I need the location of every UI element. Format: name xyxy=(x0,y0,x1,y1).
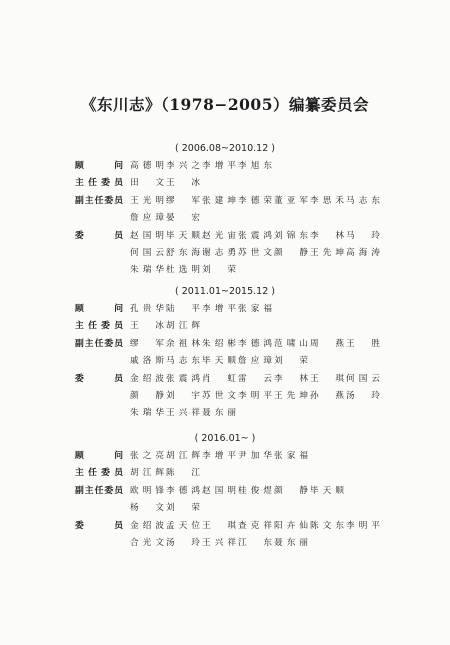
member-name: 汤玲 xyxy=(166,537,200,548)
member-name: 欧明锋 xyxy=(130,485,164,496)
member-name: 李明平 xyxy=(346,520,380,531)
member-line xyxy=(130,373,410,386)
member-name: 胡江辉 xyxy=(166,451,200,461)
member-name: 刘荣 xyxy=(274,356,308,367)
member-name: 朱绍彬 xyxy=(202,338,236,349)
member-name: 王冰 xyxy=(130,321,164,332)
member-line xyxy=(130,160,410,173)
member-name: 苏世文 xyxy=(202,390,236,401)
member-name: 朱瑞华 xyxy=(130,265,164,276)
member-name: 戚洛斯 xyxy=(130,356,164,367)
member-name: 合光文 xyxy=(130,537,164,548)
member-name: 肖虹 xyxy=(202,373,236,384)
member-name: 张之亮 xyxy=(130,451,164,461)
role-label: 副主任委员 xyxy=(75,485,123,496)
role-label: 委员 xyxy=(75,373,123,384)
member-line xyxy=(130,502,410,515)
member-name: 王先坤 xyxy=(310,247,344,258)
member-name: 赵国明 xyxy=(130,230,164,241)
member-name: 张震鸿 xyxy=(166,373,200,384)
member-name: 马志东 xyxy=(346,195,380,206)
member-name: 毕天顺 xyxy=(202,356,236,367)
member-name: 颜静 xyxy=(274,485,308,496)
member-name: 李增平 xyxy=(202,161,236,171)
member-line xyxy=(130,247,410,260)
member-name: 李增平 xyxy=(202,304,236,314)
member-name: 李增平 xyxy=(202,451,236,461)
member-name: 刘锦东 xyxy=(274,230,308,241)
member-name: 王兴祥 xyxy=(166,408,200,419)
member-line xyxy=(130,264,410,277)
role-label: 委员 xyxy=(75,520,123,531)
committee-role-group xyxy=(75,520,410,555)
role-label: 顾问 xyxy=(75,161,123,171)
member-name: 孔贵华 xyxy=(130,304,164,314)
committee-role-group xyxy=(75,177,410,194)
member-name: 缪军 xyxy=(130,338,164,349)
member-name: 李德鸿 xyxy=(238,338,272,349)
member-name: 桂俊煜 xyxy=(238,485,272,496)
member-line xyxy=(130,355,410,368)
member-name: 李林 xyxy=(310,230,344,241)
committee-role-group xyxy=(75,303,410,320)
role-label: 主任委员 xyxy=(75,178,123,189)
member-name: 胡江辉 xyxy=(166,321,200,332)
member-name: 杨文 xyxy=(130,503,164,514)
member-name: 高海涛 xyxy=(346,247,380,258)
member-name: 王胜 xyxy=(346,338,380,349)
member-name: 舒东海 xyxy=(166,247,200,258)
member-name: 王琪 xyxy=(202,520,236,531)
member-name: 刘荣 xyxy=(202,265,236,276)
member-name: 尹加华 xyxy=(238,451,272,461)
member-name: 余祖林 xyxy=(166,338,200,349)
member-name: 胡江辉 xyxy=(130,468,164,479)
role-label: 顾问 xyxy=(75,304,123,314)
member-name: 阳卉仙 xyxy=(274,520,308,531)
member-name: 刘荣 xyxy=(166,503,200,514)
member-line xyxy=(130,177,410,190)
member-name: 金绍波 xyxy=(130,373,164,384)
member-name: 查克祥 xyxy=(238,520,272,531)
committee-role-group xyxy=(75,160,410,177)
member-name: 孟天位 xyxy=(166,520,200,531)
committee-role-group xyxy=(75,320,410,337)
member-name: 王光明 xyxy=(130,195,164,206)
member-name: 范啸山 xyxy=(274,338,308,349)
member-name: 张建坤 xyxy=(202,195,236,206)
role-label: 顾问 xyxy=(75,451,123,461)
member-line xyxy=(130,195,410,208)
member-line xyxy=(130,450,410,463)
member-line xyxy=(130,407,410,420)
member-name: 聂东丽 xyxy=(274,537,308,548)
member-name: 毕天顺 xyxy=(166,230,200,241)
member-name: 毕天顺 xyxy=(310,485,344,496)
member-name: 马玲 xyxy=(346,230,380,241)
member-name: 陈文东 xyxy=(310,520,344,531)
member-name: 张家福 xyxy=(274,451,308,461)
member-name: 聂东丽 xyxy=(202,408,236,419)
member-line xyxy=(130,537,410,550)
member-line xyxy=(130,467,410,480)
member-name: 董亚军 xyxy=(274,195,308,206)
member-name: 陆平 xyxy=(166,304,200,314)
member-line xyxy=(130,212,410,225)
member-name: 李德鸿 xyxy=(166,485,200,496)
role-label: 主任委员 xyxy=(75,468,123,479)
committee-role-group xyxy=(75,485,410,520)
member-line xyxy=(130,485,410,498)
member-name: 孙燕 xyxy=(310,390,344,401)
member-name: 王先坤 xyxy=(274,390,308,401)
period-heading: ( 2011.01~2015.12 ) xyxy=(175,286,275,297)
member-name: 詹应璋 xyxy=(238,356,272,367)
member-name: 李思禾 xyxy=(310,195,344,206)
member-name: 江东 xyxy=(238,537,272,548)
member-name: 赵光宙 xyxy=(202,230,236,241)
member-name: 缪军 xyxy=(166,195,200,206)
member-name: 晏宏 xyxy=(166,213,200,224)
committee-role-group xyxy=(75,450,410,467)
member-name: 王兴祥 xyxy=(202,537,236,548)
role-label: 委员 xyxy=(75,230,123,241)
member-name: 颜静 xyxy=(274,247,308,258)
committee-role-group xyxy=(75,338,410,373)
member-line xyxy=(130,520,410,533)
period-heading: ( 2016.01~ ) xyxy=(194,433,256,444)
member-name: 詹应璋 xyxy=(130,213,164,224)
role-label: 副主任委员 xyxy=(75,338,123,349)
member-name: 金绍波 xyxy=(130,520,164,531)
member-name: 何国云 xyxy=(130,247,164,258)
member-name: 何国云 xyxy=(346,373,380,384)
member-name: 李旭东 xyxy=(238,161,272,171)
member-name: 周燕 xyxy=(310,338,344,349)
member-name: 赵国明 xyxy=(202,485,236,496)
member-name: 田文 xyxy=(130,178,164,189)
member-name: 朱瑞华 xyxy=(130,408,164,419)
member-name: 张家福 xyxy=(238,304,272,314)
member-name: 苏世文 xyxy=(238,247,272,258)
member-name: 李兴之 xyxy=(166,161,200,171)
page-title: 《东川志》（1978−2005）编纂委员会 xyxy=(80,95,370,114)
member-name: 颜静 xyxy=(130,390,164,401)
member-name: 高德明 xyxy=(130,161,164,171)
member-line xyxy=(130,230,410,243)
member-name: 陈江 xyxy=(166,468,200,479)
member-name: 张震鸿 xyxy=(238,230,272,241)
role-label: 主任委员 xyxy=(75,321,123,332)
committee-role-group xyxy=(75,195,410,230)
member-name: 刘宇 xyxy=(166,390,200,401)
role-label: 副主任委员 xyxy=(75,195,123,206)
period-heading: ( 2006.08~2010.12 ) xyxy=(175,143,275,154)
committee-role-group xyxy=(75,230,410,282)
member-name: 马志东 xyxy=(166,356,200,367)
member-name: 李林 xyxy=(274,373,308,384)
member-name: 雷云 xyxy=(238,373,272,384)
member-name: 李德荣 xyxy=(238,195,272,206)
member-name: 王琪 xyxy=(310,373,344,384)
member-name: 汤玲 xyxy=(346,390,380,401)
member-line xyxy=(130,303,410,316)
member-name: 王冰 xyxy=(166,178,200,189)
member-line xyxy=(130,390,410,403)
member-line xyxy=(130,338,410,351)
member-line xyxy=(130,320,410,333)
member-name: 杜选明 xyxy=(166,265,200,276)
member-name: 谢志勇 xyxy=(202,247,236,258)
committee-role-group xyxy=(75,467,410,484)
committee-role-group xyxy=(75,373,410,425)
member-name: 李明平 xyxy=(238,390,272,401)
